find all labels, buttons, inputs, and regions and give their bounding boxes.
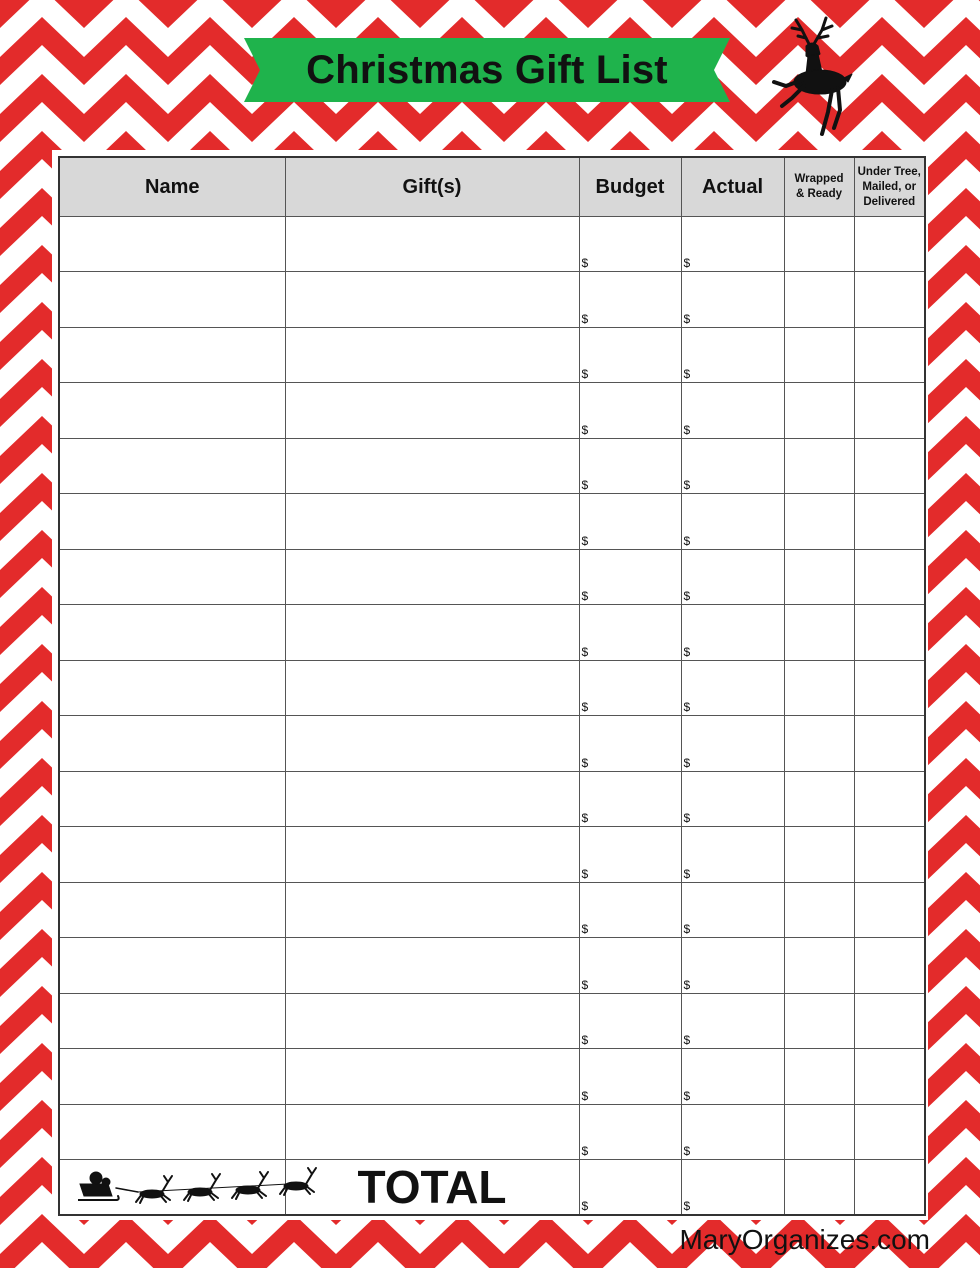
delivered-cell[interactable] [854, 1049, 925, 1104]
name-cell[interactable] [59, 1104, 285, 1160]
currency-symbol: $ [683, 922, 691, 937]
table-row [59, 1104, 925, 1160]
table-row [59, 1049, 925, 1104]
currency-symbol: $ [581, 1088, 589, 1103]
currency-symbol: $ [683, 811, 691, 826]
actual-cell[interactable] [681, 827, 784, 882]
header-delivered-line: Under Tree, [857, 165, 921, 178]
currency-symbol: $ [683, 1144, 691, 1158]
delivered-cell[interactable] [854, 327, 925, 382]
currency-symbol: $ [581, 700, 589, 715]
name-cell[interactable] [59, 993, 285, 1048]
name-cell[interactable] [59, 882, 285, 937]
currency-symbol: $ [581, 367, 589, 382]
header-delivered-line: Mailed, or [862, 180, 917, 193]
budget-cell[interactable] [579, 882, 681, 937]
actual-cell[interactable] [681, 993, 784, 1048]
gift-cell[interactable] [285, 882, 579, 937]
gift-cell[interactable] [285, 827, 579, 882]
actual-cell[interactable] [681, 882, 784, 937]
gift-cell[interactable] [285, 660, 579, 715]
wrapped-cell[interactable] [784, 549, 854, 604]
budget-cell[interactable] [579, 660, 681, 715]
actual-cell[interactable] [681, 383, 784, 438]
site-name: MaryOrganizes.com [679, 1224, 930, 1255]
page-title: Christmas Gift List [306, 47, 668, 92]
currency-symbol: $ [683, 256, 691, 271]
wrapped-cell[interactable] [784, 327, 854, 382]
name-cell[interactable] [59, 494, 285, 549]
currency-symbol: $ [581, 422, 589, 437]
table-row [59, 217, 925, 272]
header-wrapped-line: & Ready [795, 188, 843, 200]
currency-symbol: $ [581, 811, 589, 826]
table-row [59, 660, 925, 715]
currency-symbol: $ [683, 478, 691, 493]
delivered-cell[interactable] [854, 494, 925, 549]
gift-cell[interactable] [285, 771, 579, 826]
table-row [59, 882, 925, 937]
delivered-cell[interactable] [854, 938, 925, 993]
currency-symbol: $ [683, 700, 691, 715]
wrapped-cell[interactable] [784, 827, 854, 882]
currency-symbol: $ [683, 311, 691, 326]
table-row [59, 716, 925, 771]
currency-symbol: $ [581, 977, 589, 992]
currency-symbol: $ [581, 478, 589, 493]
currency-symbol: $ [683, 367, 691, 382]
budget-cell[interactable] [579, 494, 681, 549]
currency-symbol: $ [581, 644, 589, 659]
gift-cell[interactable] [285, 716, 579, 771]
name-cell[interactable] [59, 771, 285, 826]
table-row [59, 827, 925, 882]
total-wrapped-cell [784, 1160, 854, 1216]
delivered-cell[interactable] [854, 771, 925, 826]
header-wrapped-line: Wrapped [794, 173, 844, 185]
actual-cell[interactable] [681, 217, 784, 272]
delivered-cell[interactable] [854, 993, 925, 1048]
currency-symbol: $ [683, 866, 691, 881]
delivered-cell[interactable] [854, 605, 925, 660]
total-budget-cell[interactable] [579, 1160, 681, 1216]
table-row [59, 605, 925, 660]
wrapped-cell[interactable] [784, 438, 854, 493]
header-budget: Budget [579, 157, 681, 217]
budget-cell[interactable] [579, 438, 681, 493]
name-cell[interactable] [59, 716, 285, 771]
currency-symbol: $ [581, 311, 589, 326]
table-row [59, 771, 925, 826]
gift-cell[interactable] [285, 1104, 579, 1160]
header-wrapped [784, 157, 854, 217]
table-row [59, 383, 925, 438]
table-header-row [59, 157, 925, 217]
table-row [59, 993, 925, 1048]
wrapped-cell[interactable] [784, 1104, 854, 1160]
delivered-cell[interactable] [854, 217, 925, 272]
table-row [59, 549, 925, 604]
currency-symbol: $ [581, 533, 589, 548]
actual-cell[interactable] [681, 494, 784, 549]
actual-cell[interactable] [681, 771, 784, 826]
total-actual-cell[interactable] [681, 1160, 784, 1216]
gift-sheet [52, 150, 928, 1220]
gift-cell[interactable] [285, 383, 579, 438]
delivered-cell[interactable] [854, 383, 925, 438]
actual-cell[interactable] [681, 1049, 784, 1104]
name-cell[interactable] [59, 327, 285, 382]
actual-cell[interactable] [681, 327, 784, 382]
actual-cell[interactable] [681, 938, 784, 993]
wrapped-cell[interactable] [784, 1049, 854, 1104]
budget-cell[interactable] [579, 383, 681, 438]
name-cell[interactable] [59, 660, 285, 715]
name-cell[interactable] [59, 938, 285, 993]
currency-symbol: $ [683, 1088, 691, 1103]
table-row [59, 938, 925, 993]
currency-symbol: $ [683, 755, 691, 770]
budget-cell[interactable] [579, 327, 681, 382]
budget-cell[interactable] [579, 549, 681, 604]
currency-symbol: $ [683, 422, 691, 437]
name-cell[interactable] [59, 438, 285, 493]
currency-symbol: $ [683, 1199, 691, 1213]
delivered-cell[interactable] [854, 1104, 925, 1160]
header-delivered [854, 157, 925, 217]
name-cell[interactable] [59, 1049, 285, 1104]
wrapped-cell[interactable] [784, 993, 854, 1048]
gift-cell[interactable] [285, 217, 579, 272]
gift-rows [59, 217, 925, 1160]
wrapped-cell[interactable] [784, 272, 854, 327]
table-row [59, 494, 925, 549]
total-row [59, 1160, 925, 1216]
actual-cell[interactable] [681, 660, 784, 715]
budget-cell[interactable] [579, 217, 681, 272]
currency-symbol: $ [581, 1033, 589, 1048]
header-delivered-line: Delivered [863, 195, 916, 208]
currency-symbol: $ [581, 1144, 589, 1158]
gift-table [58, 156, 926, 1216]
table-row [59, 327, 925, 382]
name-cell[interactable] [59, 549, 285, 604]
header-name: Name [59, 157, 285, 217]
wrapped-cell[interactable] [784, 771, 854, 826]
actual-cell[interactable] [681, 605, 784, 660]
delivered-cell[interactable] [854, 660, 925, 715]
delivered-cell[interactable] [854, 827, 925, 882]
currency-symbol: $ [581, 922, 589, 937]
currency-symbol: $ [581, 256, 589, 271]
budget-cell[interactable] [579, 272, 681, 327]
header-gifts: Gift(s) [285, 157, 579, 217]
budget-cell[interactable] [579, 938, 681, 993]
wrapped-cell[interactable] [784, 660, 854, 715]
wrapped-cell[interactable] [784, 882, 854, 937]
budget-cell[interactable] [579, 716, 681, 771]
total-decoration-cell [59, 1160, 285, 1216]
currency-symbol: $ [683, 644, 691, 659]
wrapped-cell[interactable] [784, 383, 854, 438]
actual-cell[interactable] [681, 716, 784, 771]
budget-cell[interactable] [579, 1049, 681, 1104]
currency-symbol: $ [683, 977, 691, 992]
wrapped-cell[interactable] [784, 494, 854, 549]
currency-symbol: $ [581, 755, 589, 770]
gift-cell[interactable] [285, 327, 579, 382]
name-cell[interactable] [59, 217, 285, 272]
actual-cell[interactable] [681, 272, 784, 327]
budget-cell[interactable] [579, 605, 681, 660]
wrapped-cell[interactable] [784, 938, 854, 993]
wrapped-cell[interactable] [784, 217, 854, 272]
reindeer-icon [762, 16, 858, 138]
currency-symbol: $ [683, 533, 691, 548]
actual-cell[interactable] [681, 1104, 784, 1160]
actual-cell[interactable] [681, 438, 784, 493]
total-label: TOTAL [285, 1160, 579, 1216]
name-cell[interactable] [59, 383, 285, 438]
currency-symbol: $ [683, 1033, 691, 1048]
name-cell[interactable] [59, 272, 285, 327]
delivered-cell[interactable] [854, 549, 925, 604]
title-banner [244, 38, 730, 102]
table-row [59, 272, 925, 327]
name-cell[interactable] [59, 605, 285, 660]
actual-cell[interactable] [681, 549, 784, 604]
delivered-cell[interactable] [854, 438, 925, 493]
total-delivered-cell [854, 1160, 925, 1216]
budget-cell[interactable] [579, 771, 681, 826]
gift-cell[interactable] [285, 549, 579, 604]
gift-cell[interactable] [285, 494, 579, 549]
gift-cell[interactable] [285, 1049, 579, 1104]
delivered-cell[interactable] [854, 716, 925, 771]
gift-cell[interactable] [285, 438, 579, 493]
gift-cell[interactable] [285, 605, 579, 660]
gift-cell[interactable] [285, 993, 579, 1048]
budget-cell[interactable] [579, 993, 681, 1048]
header-actual: Actual [681, 157, 784, 217]
delivered-cell[interactable] [854, 272, 925, 327]
table-row [59, 438, 925, 493]
currency-symbol: $ [581, 866, 589, 881]
currency-symbol: $ [581, 589, 589, 604]
santa-sleigh-icon [78, 1166, 318, 1208]
budget-cell[interactable] [579, 827, 681, 882]
currency-symbol: $ [581, 1199, 589, 1213]
name-cell[interactable] [59, 827, 285, 882]
wrapped-cell[interactable] [784, 605, 854, 660]
wrapped-cell[interactable] [784, 716, 854, 771]
gift-cell[interactable] [285, 938, 579, 993]
gift-cell[interactable] [285, 272, 579, 327]
currency-symbol: $ [683, 589, 691, 604]
budget-cell[interactable] [579, 1104, 681, 1160]
delivered-cell[interactable] [854, 882, 925, 937]
